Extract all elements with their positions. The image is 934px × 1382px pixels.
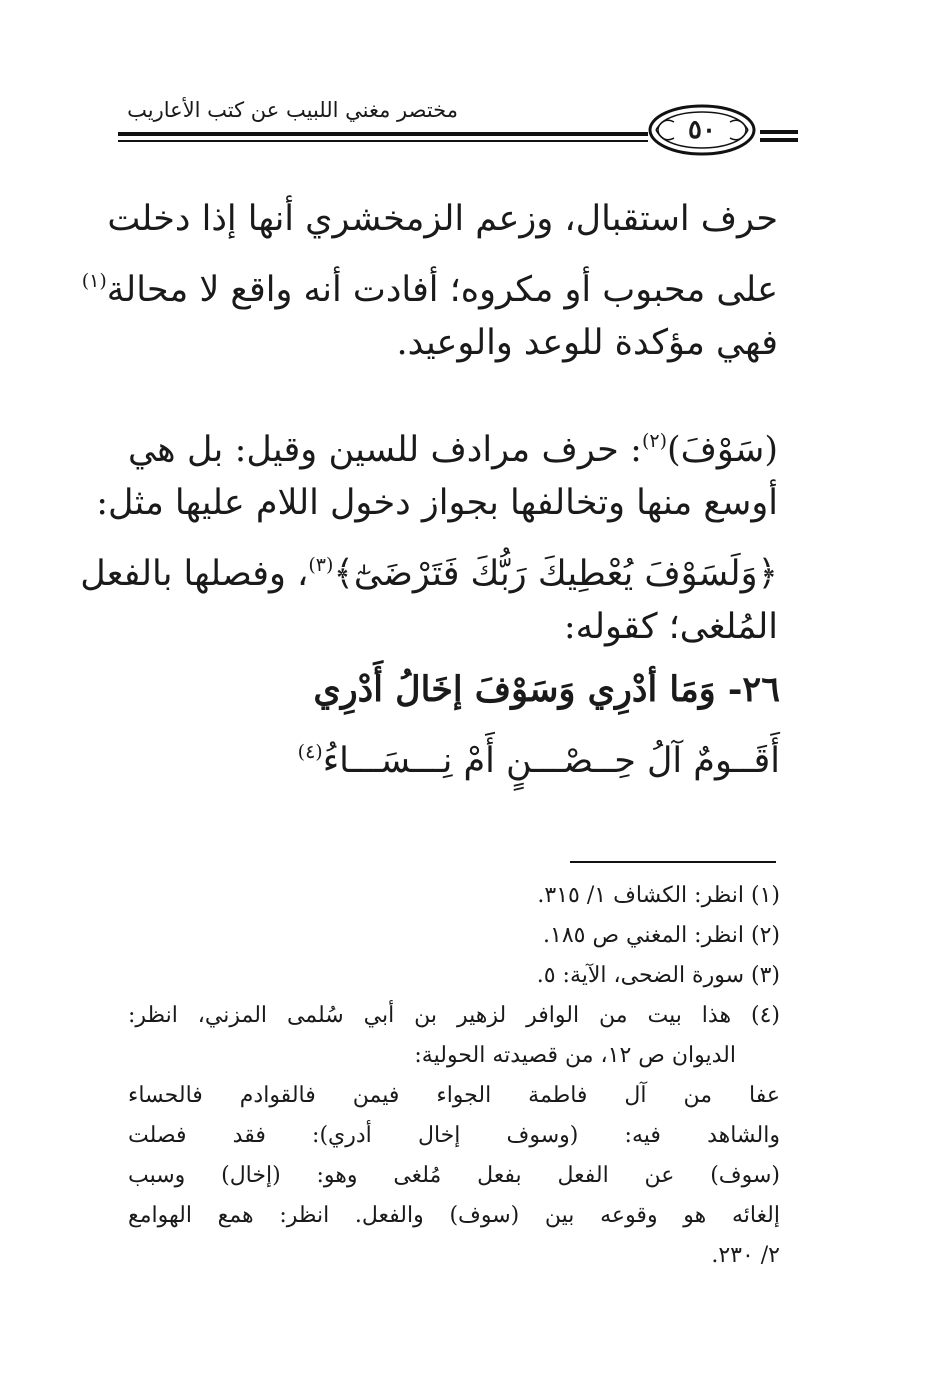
quran-quote: ﴿وَلَسَوْفَ يُعْطِيكَ رَبُّكَ فَتَرْضَىٰٓ﴾: [333, 554, 778, 594]
text-line: (سَوْفَ)$^{(٢)}$: حرف مرادف للسين وقيل: بل هي: [128, 430, 778, 470]
footnotes: [128, 876, 780, 1276]
footnote-ref: (٣): [308, 554, 334, 576]
footnote-4-line: والشاهد فيه: (وسوف إخال أدري): فقد فصلت: [128, 1123, 780, 1148]
footnote-4-line: الديوان ص ١٢، من قصيدته الحولية:: [414, 1043, 736, 1068]
footnote-4-line: ٢/ ٢٣٠.: [711, 1243, 780, 1268]
footnote-3: (٣) سورة الضحى، الآية: ٥.: [536, 963, 780, 988]
footnote-4-line: (سوف) عن الفعل بفعل مُلغى وهو: (إخال) وسبب: [128, 1163, 780, 1188]
footnote-separator: [570, 861, 776, 863]
verse-hemistich-2: أَقَــومٌ آلُ حِــصْـــنٍ أَمْ نِـــسَـــاءُ$^{(٤)}$: [297, 741, 780, 781]
text-line: فهي مؤكدة للوعد والوعيد.: [396, 323, 778, 363]
verse-number: ٢٦-: [727, 669, 780, 710]
footnote-ref: (٤): [297, 741, 323, 763]
page-number: ٥٠: [688, 115, 716, 145]
text-line: ﴿وَلَسَوْفَ يُعْطِيكَ رَبُّكَ فَتَرْضَىٰٓ﴾$^{(٣)}$، وفصلها بالفعل: [80, 554, 778, 594]
footnote-4: (٤) هذا بيت من الوافر لزهير بن أبي سُلمى المزني، انظر:: [128, 1003, 780, 1028]
header-side-bar-top: [760, 130, 798, 134]
footnote-2: (٢) انظر: المغني ص ١٨٥.: [543, 923, 780, 948]
footnote-ref: (١): [81, 270, 107, 292]
term-sawfa: (سَوْفَ): [667, 430, 778, 470]
page-number-ornament: [646, 102, 758, 158]
verse-hemistich-1: ٢٦- وَمَا أدْرِي وَسَوْفَ إخَالُ أَدْرِي: [313, 669, 780, 710]
text-line: على محبوب أو مكروه؛ أفادت أنه واقع لا محالة$^{(١)}$: [81, 270, 778, 310]
footnote-1: (١) انظر: الكشاف ١/ ٣١٥.: [537, 883, 780, 908]
text-line: أوسع منها وتخالفها بجواز دخول اللام عليها مثل:: [96, 483, 778, 523]
paragraph-2: [80, 410, 778, 658]
footnote-ref: (٢): [641, 430, 667, 452]
page-header: [118, 92, 788, 164]
text-line: المُلغى؛ كقوله:: [563, 607, 778, 647]
header-rule-thick: [118, 132, 648, 136]
footnote-4-line: عفا من آل فاطمة الجواء فيمن فالقوادم فالحساء: [128, 1083, 780, 1108]
footnote-4-line: إلغائه هو وقوعه بين (سوف) والفعل. انظر: همع الهوامع: [128, 1203, 780, 1228]
book-title: مختصر مغني اللبيب عن كتب الأعاريب: [127, 98, 458, 122]
header-rule-thin: [118, 140, 648, 142]
header-side-bar-bottom: [760, 138, 798, 142]
text-line: حرف استقبال، وزعم الزمخشري أنها إذا دخلت: [107, 199, 778, 239]
paragraph-1: [81, 188, 778, 374]
